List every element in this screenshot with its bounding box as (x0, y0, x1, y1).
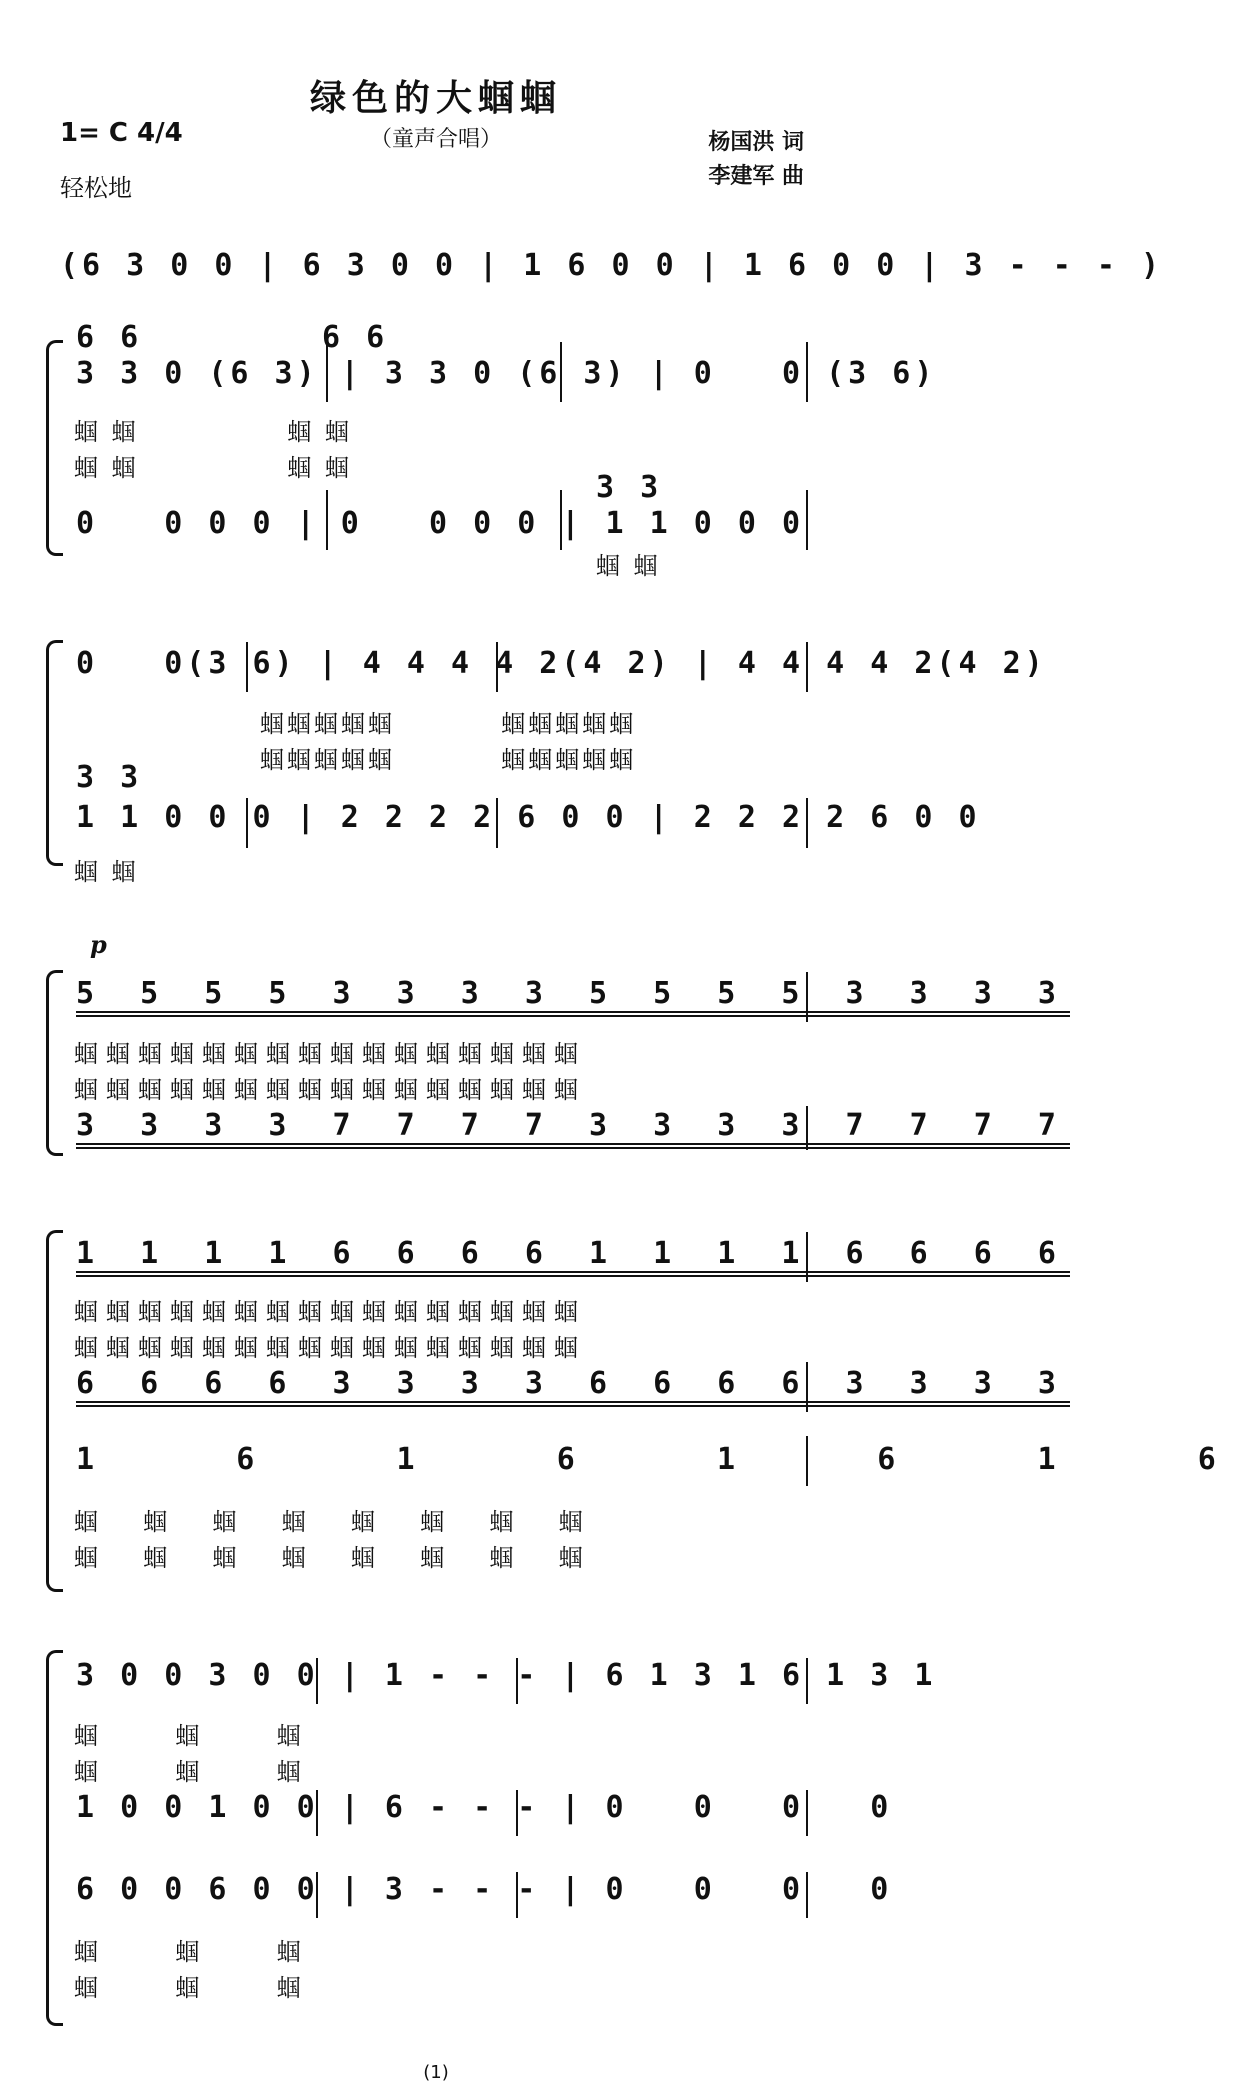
lyrics-line-2: 蝈蝈蝈蝈蝈 蝈蝈蝈蝈蝈 (260, 746, 637, 774)
credits (708, 126, 804, 194)
system-bracket (46, 640, 63, 866)
bottom-notes: 6 0 0 6 0 0 | 3 - - - | 0 0 0 0 (76, 1872, 893, 1907)
chord-lower: 3 3 (76, 760, 143, 795)
mid-notes: 6 6 6 6 3 3 3 3 6 6 6 6 3 3 3 3 (76, 1366, 1070, 1407)
bottom-lyrics: 蝈 蝈 (596, 552, 661, 580)
system-2 (60, 620, 1047, 890)
bottom-notes: 1 1 0 0 0 | 2 2 2 2 6 0 0 | 2 2 2 2 6 0 0 (76, 800, 981, 835)
system-bracket (46, 970, 63, 1156)
intro-notes: (6 3 0 0 | 6 3 0 0 | 1 6 0 0 | 1 6 0 0 | 3 - - - ) (60, 247, 1164, 283)
bottom-notes: 3 3 3 3 7 7 7 7 3 3 3 3 7 7 7 7 (76, 1108, 1070, 1149)
system-bracket (46, 1650, 63, 2026)
system-4 (60, 1220, 1238, 1600)
system-3 (60, 930, 1070, 1170)
lyrics-line-1: 蝈 蝈 蝈 (74, 1722, 304, 1750)
page-number: (1) (423, 2062, 449, 2083)
lyricist: 杨国洪 词 (708, 130, 804, 155)
key-signature: 1= C 4/4 (60, 118, 183, 148)
composer: 李建军 曲 (708, 164, 804, 189)
barline (806, 490, 808, 550)
system-5 (60, 1640, 937, 2040)
chord-lower: 3 3 (596, 470, 663, 505)
top-notes: 3 3 0 (6 3) | 3 3 0 (6 3) | 0 0 (3 6) (76, 356, 937, 391)
lyrics-line-1: 蝈蝈蝈蝈蝈蝈蝈蝈蝈蝈蝈蝈蝈蝈蝈蝈 (74, 1040, 586, 1068)
top-notes: 3 0 0 3 0 0 | 1 - - - | 6 1 3 1 6 1 3 1 (76, 1658, 937, 1693)
system-bracket (46, 1230, 63, 1592)
top-notes: 5 5 5 5 3 3 3 3 5 5 5 5 3 3 3 3 (76, 976, 1070, 1017)
bottom-lyrics-1: 蝈 蝈 蝈 (74, 1938, 304, 1966)
mid-notes: 1 0 0 1 0 0 | 6 - - - | 0 0 0 0 (76, 1790, 893, 1825)
lyrics-line-2: 蝈 蝈 蝈 蝈 (74, 454, 353, 482)
chord-upper: 6 6 (76, 320, 143, 355)
top-notes: 1 1 1 1 6 6 6 6 1 1 1 1 6 6 6 6 (76, 1236, 1070, 1277)
top-notes: 0 0(3 6) | 4 4 4 4 2(4 2) | 4 4 4 4 2(4 2) (76, 646, 1047, 681)
bottom-lyrics-2: 蝈 蝈 蝈 (74, 1974, 304, 2002)
lyrics-line-2: 蝈蝈蝈蝈蝈蝈蝈蝈蝈蝈蝈蝈蝈蝈蝈蝈 (74, 1076, 586, 1104)
bottom-lyrics-1: 蝈 蝈 蝈 蝈 蝈 蝈 蝈 蝈 (74, 1508, 593, 1536)
dynamic-marking: p (90, 930, 107, 959)
lyrics-line-1: 蝈蝈蝈蝈蝈 蝈蝈蝈蝈蝈 (260, 710, 637, 738)
intro-system (60, 240, 1164, 290)
bottom-notes: 0 0 0 0 | 0 0 0 0 | 1 1 0 0 0 (76, 506, 805, 541)
system-1 (60, 320, 937, 580)
lyrics-line-1: 蝈 蝈 蝈 蝈 (74, 418, 353, 446)
tempo-marking: 轻松地 (60, 174, 132, 202)
song-title: 绿色的大蝈蝈 (309, 78, 562, 119)
chord-upper: 6 6 (322, 320, 389, 355)
lyrics-line-2: 蝈蝈蝈蝈蝈蝈蝈蝈蝈蝈蝈蝈蝈蝈蝈蝈 (74, 1334, 586, 1362)
lyrics-line-1: 蝈蝈蝈蝈蝈蝈蝈蝈蝈蝈蝈蝈蝈蝈蝈蝈 (74, 1298, 586, 1326)
lyrics-line-2: 蝈 蝈 蝈 (74, 1758, 304, 1786)
bottom-notes: 1 6 1 6 1 6 1 6 (76, 1442, 1238, 1477)
system-bracket (46, 340, 63, 556)
bottom-lyrics-2: 蝈 蝈 蝈 蝈 蝈 蝈 蝈 蝈 (74, 1544, 593, 1572)
bottom-lyrics: 蝈 蝈 (74, 858, 139, 886)
song-subtitle: （童声合唱） (369, 127, 502, 152)
